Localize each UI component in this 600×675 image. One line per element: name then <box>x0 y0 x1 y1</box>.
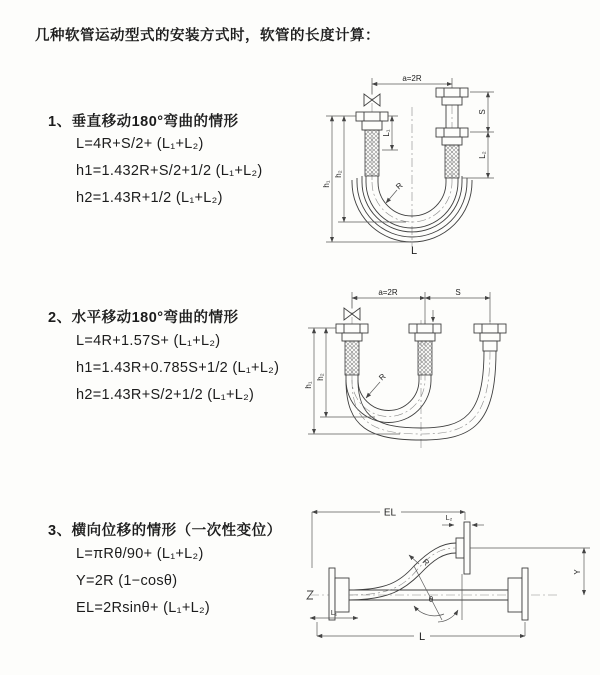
dim-el <box>312 508 465 569</box>
radius-callout <box>386 181 405 203</box>
dim-label-l1: L₁ <box>382 129 391 137</box>
formula-h1: h1=1.43R+0.785S+1/2 (L₁+L₂) <box>76 360 280 376</box>
page-title: 几种软管运动型式的安装方式时，软管的长度计算： <box>35 28 380 44</box>
section1-formulas <box>76 131 263 212</box>
diagram-vertical-180-bend <box>302 62 532 257</box>
dim-label-s: S <box>478 109 487 115</box>
section2-heading: 2、水平移动180°弯曲的情形 <box>48 310 239 326</box>
radius-callout <box>366 372 388 398</box>
dim-label-h1: h₁ <box>304 381 313 389</box>
dim-l <box>317 622 525 643</box>
dim-label-y: Y <box>573 569 582 575</box>
dim-l2 <box>442 515 484 525</box>
dim-label-h2: h₂ <box>334 170 343 178</box>
dim-label-l2: L₂ <box>445 515 453 522</box>
right-pipe-fitting <box>474 324 506 351</box>
dim-label-l-total: L <box>410 245 418 257</box>
left-pipe-fitting <box>336 324 368 375</box>
dim-label-a2r: a=2R <box>402 74 422 83</box>
section2-formulas <box>76 328 279 409</box>
dim-label-r: R <box>394 180 405 192</box>
dim-a2r-s <box>352 288 490 324</box>
right-pipe-fitting <box>436 88 468 182</box>
dim-l2 <box>462 132 494 178</box>
formula-y: Y=2R (1−cosθ) <box>76 573 178 589</box>
dim-label-theta: θ <box>428 595 434 604</box>
diagram-lateral-displacement <box>302 498 597 653</box>
dim-label-r: R <box>377 371 388 383</box>
right-flange <box>508 568 528 620</box>
dim-label-l2: L₂ <box>478 151 487 159</box>
dim-label-l: L <box>418 631 426 643</box>
dim-label-l1: L₁ <box>330 610 338 617</box>
dim-y <box>470 548 590 595</box>
dim-label-h2: h₂ <box>316 373 325 381</box>
diagram-horizontal-180-bend <box>300 280 550 465</box>
formula-h2: h2=1.43R+1/2 (L₁+L₂) <box>76 190 223 206</box>
dim-label-h1: h₁ <box>322 180 331 188</box>
dim-s <box>470 92 494 132</box>
dim-label-el: EL <box>383 507 397 519</box>
formula-h2: h2=1.43R+S/2+1/2 (L₁+L₂) <box>76 387 255 403</box>
section1-heading: 1、垂直移动180°弯曲的情形 <box>48 114 239 130</box>
formula-h1: h1=1.432R+S/2+1/2 (L₁+L₂) <box>76 163 263 179</box>
formula-l: L=πRθ/90+ (L₁+L₂) <box>76 546 204 562</box>
formula-el: EL=2Rsinθ+ (L₁+L₂) <box>76 600 211 616</box>
section3-formulas <box>76 541 210 622</box>
formula-l: L=4R+1.57S+ (L₁+L₂) <box>76 333 221 349</box>
dim-label-s: S <box>455 288 461 297</box>
centerlines <box>372 86 452 247</box>
upper-flange <box>456 522 470 574</box>
curved-hose <box>349 543 456 600</box>
hose-position-1 <box>346 375 431 423</box>
dim-label-r: R <box>420 557 431 568</box>
section3-heading: 3、横向位移的情形（一次性变位） <box>48 523 282 539</box>
left-pipe-fitting <box>356 112 388 182</box>
formula-l: L=4R+S/2+ (L₁+L₂) <box>76 136 204 152</box>
dim-label-a2r: a=2R <box>378 288 398 297</box>
dim-l1 <box>310 610 358 618</box>
